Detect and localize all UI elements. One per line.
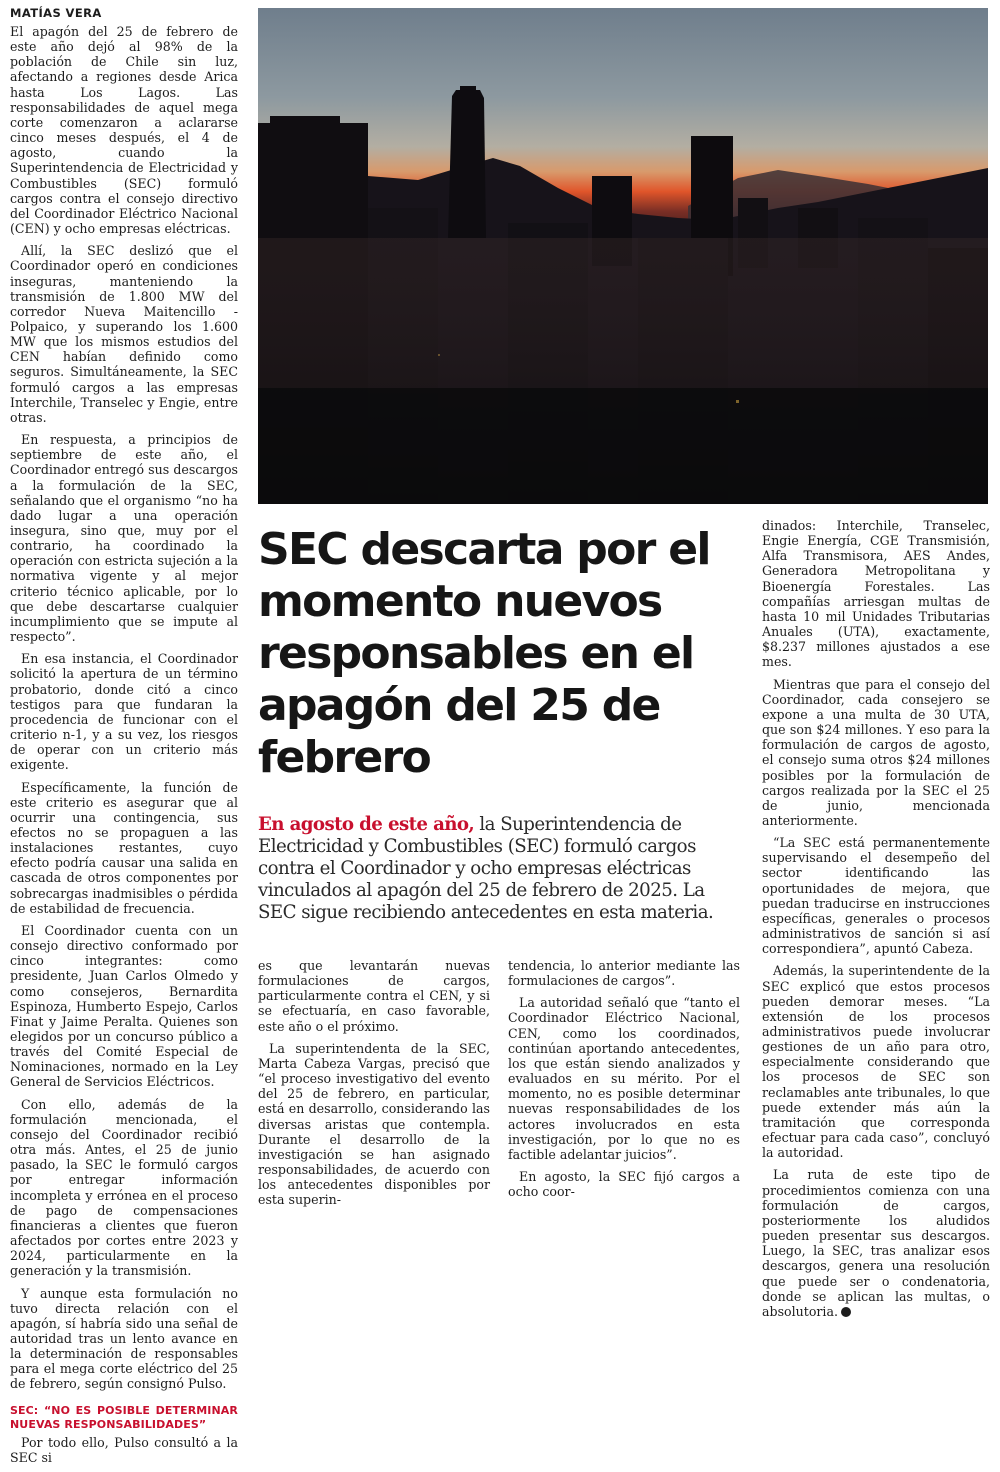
paragraph: “La SEC está permanentemente supervisando el desempeño del sector identificando las oportunidades de mejora, que puedan traducirse en instrucciones específicas, generales o procesos administrativos de sanción si así correspondiera”, apuntó Cabeza. xyxy=(762,835,990,957)
paragraph: es que levantarán nuevas formulaciones de cargos, particularmente contra el CEN, y si se efectuaría, en caso favorable, este año o el próximo. xyxy=(258,958,490,1034)
paragraph: La autoridad señaló que “tanto el Coordinador Eléctrico Nacional, CEN, como los coordinados, continúan aportando antecedentes, los que están siendo analizados y evaluados en su mérito. Por el momento, no es posible determinar nuevas responsabilidades de los actores involucrados en esta investigación, por lo que no es factible adelantar juicios”. xyxy=(508,995,740,1162)
paragraph-text: La ruta de este tipo de procedimientos comienza con una formulación de cargos, posteriormente los aludidos pueden presentar sus descargos. Luego, la SEC, tras analizar esos descargos, genera una resolución que puede ser o condenatoria, donde se aplican las multas, o absolutoria. xyxy=(762,1167,990,1319)
lead-paragraph xyxy=(258,814,744,924)
end-mark-icon xyxy=(841,1307,851,1317)
paragraph: tendencia, lo anterior mediante las formulaciones de cargos”. xyxy=(508,958,740,989)
column-1 xyxy=(10,24,238,1472)
paragraph: Y aunque esta formulación no tuvo directa relación con el apagón, sí habría sido una señal de autoridad tras un lento avance en la determinación de responsables para el mega corte eléctrico del 25 de febrero, según consignó Pulso. xyxy=(10,1285,238,1392)
paragraph-last xyxy=(762,1167,990,1319)
byline: MATÍAS VERA xyxy=(10,6,102,20)
paragraph: Por todo ello, Pulso consultó a la SEC si xyxy=(10,1434,238,1465)
paragraph: En esa instancia, el Coordinador solicitó la apertura de un término probatorio, donde citó a cinco testigos para que fundaran la procedencia de funcionar con el criterio n-1, y a su vez, los riesgos de operar con un criterio más exigente. xyxy=(10,651,238,773)
paragraph: Allí, la SEC deslizó que el Coordinador operó en condiciones inseguras, manteniendo la transmisión de 1.800 MW del corredor Nueva Maitencillo - Polpaico, y superando los 1.600 MW que los mismos estudios del CEN habían definido como seguros. Simultáneamente, la SEC formuló cargos a las empresas Interchile, Transelec y Engie, entre otras. xyxy=(10,243,238,425)
column-3 xyxy=(508,958,740,1206)
paragraph: El Coordinador cuenta con un consejo directivo conformado por cinco integrantes: como presidente, Juan Carlos Olmedo y como consejeros, Bernardita Espinoza, Humberto Espejo, Carlos Finat y Jaime Peralta. Quienes son elegidos por un concurso público a través del Comité Especial de Nominaciones, normado en la Ley General de Servicios Eléctricos. xyxy=(10,922,238,1090)
paragraph: dinados: Interchile, Transelec, Engie Energía, CGE Transmisión, Alfa Transmisora, AES Andes, Generadora Metropolitana y Bioenergía Forestales. Las compañías arriesgan multas de hasta 10 mil Unidades Tributarias Anuales (UTA), exactamente, $8.237 millones ajustados a ese mes. xyxy=(762,518,990,670)
paragraph: Mientras que para el consejo del Coordinador, cada consejero se expone a una multa de 30 UTA, que son $24 millones. Y eso para la formulación de cargos de agosto, el consejo suma otros $24 millones posibles por la formulación de cargos realizada por la SEC el 25 de junio, mencionada anteriormente. xyxy=(762,676,990,828)
article-photo xyxy=(258,8,988,504)
city-skyline-photo xyxy=(258,8,988,504)
paragraph: Con ello, además de la formulación mencionada, el consejo del Coordinador recibió otra más. Antes, el 25 de junio pasado, la SEC le formuló cargos por entregar información incompleta y errónea en el proceso de pago de compensaciones financieras a clientes que fueron afectados por cortes entre 2023 y 2024, particularmente en la generación y la transmisión. xyxy=(10,1096,238,1279)
headline: SEC descarta por el momento nuevos responsables en el apagón del 25 de febrero xyxy=(258,524,710,783)
paragraph: En respuesta, a principios de septiembre de este año, el Coordinador entregó sus descargos a la formulación de la SEC, señalando que el organismo “no ha dado lugar a una operación insegura, sino que, muy por el contrario, ha coordinado la operación con estricta sujeción a la normativa vigente y al mejor criterio técnico aplicable, por lo que debe descartarse cualquier incumplimiento que se impute al respecto”. xyxy=(10,432,238,645)
paragraph: Específicamente, la función de este criterio es asegurar que al ocurrir una contingencia, sus efectos no se propaguen a las instalaciones restantes, cuyo efecto podría causar una salida en cascada de otros componentes por sobrecargas inadmisibles o pérdida de estabilidad de frecuencia. xyxy=(10,779,238,916)
column-4 xyxy=(762,518,990,1326)
section-subhead: SEC: “NO ES POSIBLE DETERMINAR NUEVAS RESPONSABILIDADES” xyxy=(10,1403,238,1431)
paragraph: El apagón del 25 de febrero de este año dejó al 98% de la población de Chile sin luz, afectando a regiones desde Arica hasta Los Lagos. Las responsabilidades de aquel mega corte comenzaron a aclararse cinco meses después, el 4 de agosto, cuando la Superintendencia de Electricidad y Combustibles (SEC) formuló cargos contra el consejo directivo del Coordinador Eléctrico Nacional (CEN) y ocho empresas eléctricas. xyxy=(10,24,238,237)
paragraph: Además, la superintendente de la SEC explicó que estos procesos pueden demorar meses. “La extensión de los procesos administrativos puede involucrar gestiones de un año para otro, especialmente considerando que los procesos de SEC son reclamables ante tribunales, lo que puede extender más aún la tramitación que corresponda efectuar para cada caso”, concluyó la autoridad. xyxy=(762,963,990,1161)
lead-kicker: En agosto de este año, xyxy=(258,814,475,835)
paragraph: En agosto, la SEC fijó cargos a ocho coor- xyxy=(508,1169,740,1200)
lead-text: la Superintendencia de Electricidad y Combustibles (SEC) formuló cargos contra el Coordinador y ocho empresas eléctricas vinculados al apagón del 25 de febrero de 2025. La SEC sigue recibiendo antecedentes en esta materia. xyxy=(258,814,714,923)
column-2 xyxy=(258,958,490,1215)
paragraph: La superintendenta de la SEC, Marta Cabeza Vargas, precisó que “el proceso investigativo del evento del 25 de febrero, en particular, está en desarrollo, considerando las diversas aristas que contempla. Durante el desarrollo de la investigación se han asignado responsabilidades, de acuerdo con los antecedentes disponibles por esta superin- xyxy=(258,1040,490,1208)
